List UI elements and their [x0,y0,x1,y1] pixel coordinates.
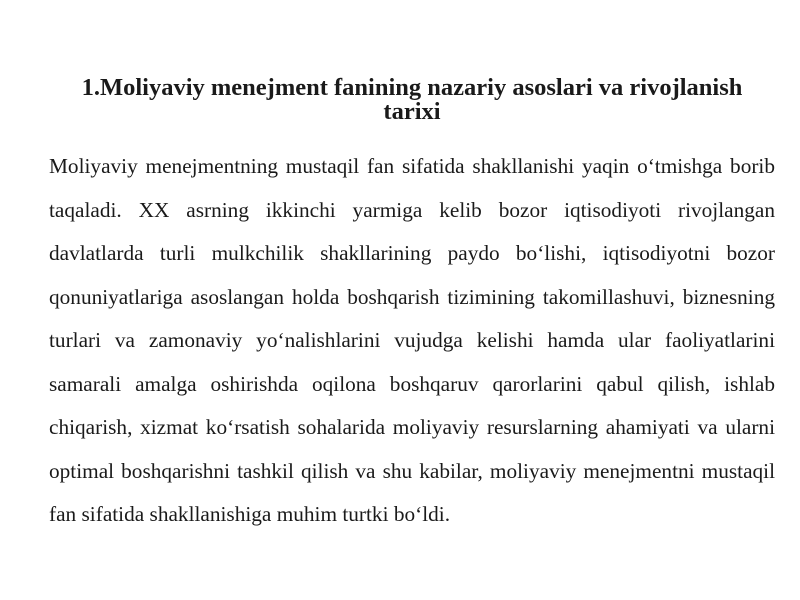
body-paragraph: Moliyaviy menejmentning mustaqil fan sifatida shakllanishi yaqin o‘tmishga borib taqaladi. XX asrning ikkinchi yarmiga kelib bozor iqtisodiyoti rivojlangan davlatlarda turli mulkchilik shakllarining paydo bo‘lishi, iqtisodiyotni bozor qonuniyatlariga asoslangan holda boshqarish tizimining takomillashuvi, biznesning turlari va zamonaviy yo‘nalishlarini vujudga kelishi hamda ular faoliyatlarini samarali amalga oshirishda oqilona boshqaruv qarorlarini qabul qilish, ishlab chiqarish, xizmat ko‘rsatish sohalarida moliyaviy resurslarning ahamiyati va ularni optimal boshqarishni tashkil qilish va shu kabilar, moliyaviy menejmentni mustaqil fan sifatida shakllanishiga muhim turtki bo‘ldi. [49,154,775,526]
document-title: 1.Moliyaviy menejment fanining nazariy asoslari va rivojlanish tarixi [81,74,743,125]
